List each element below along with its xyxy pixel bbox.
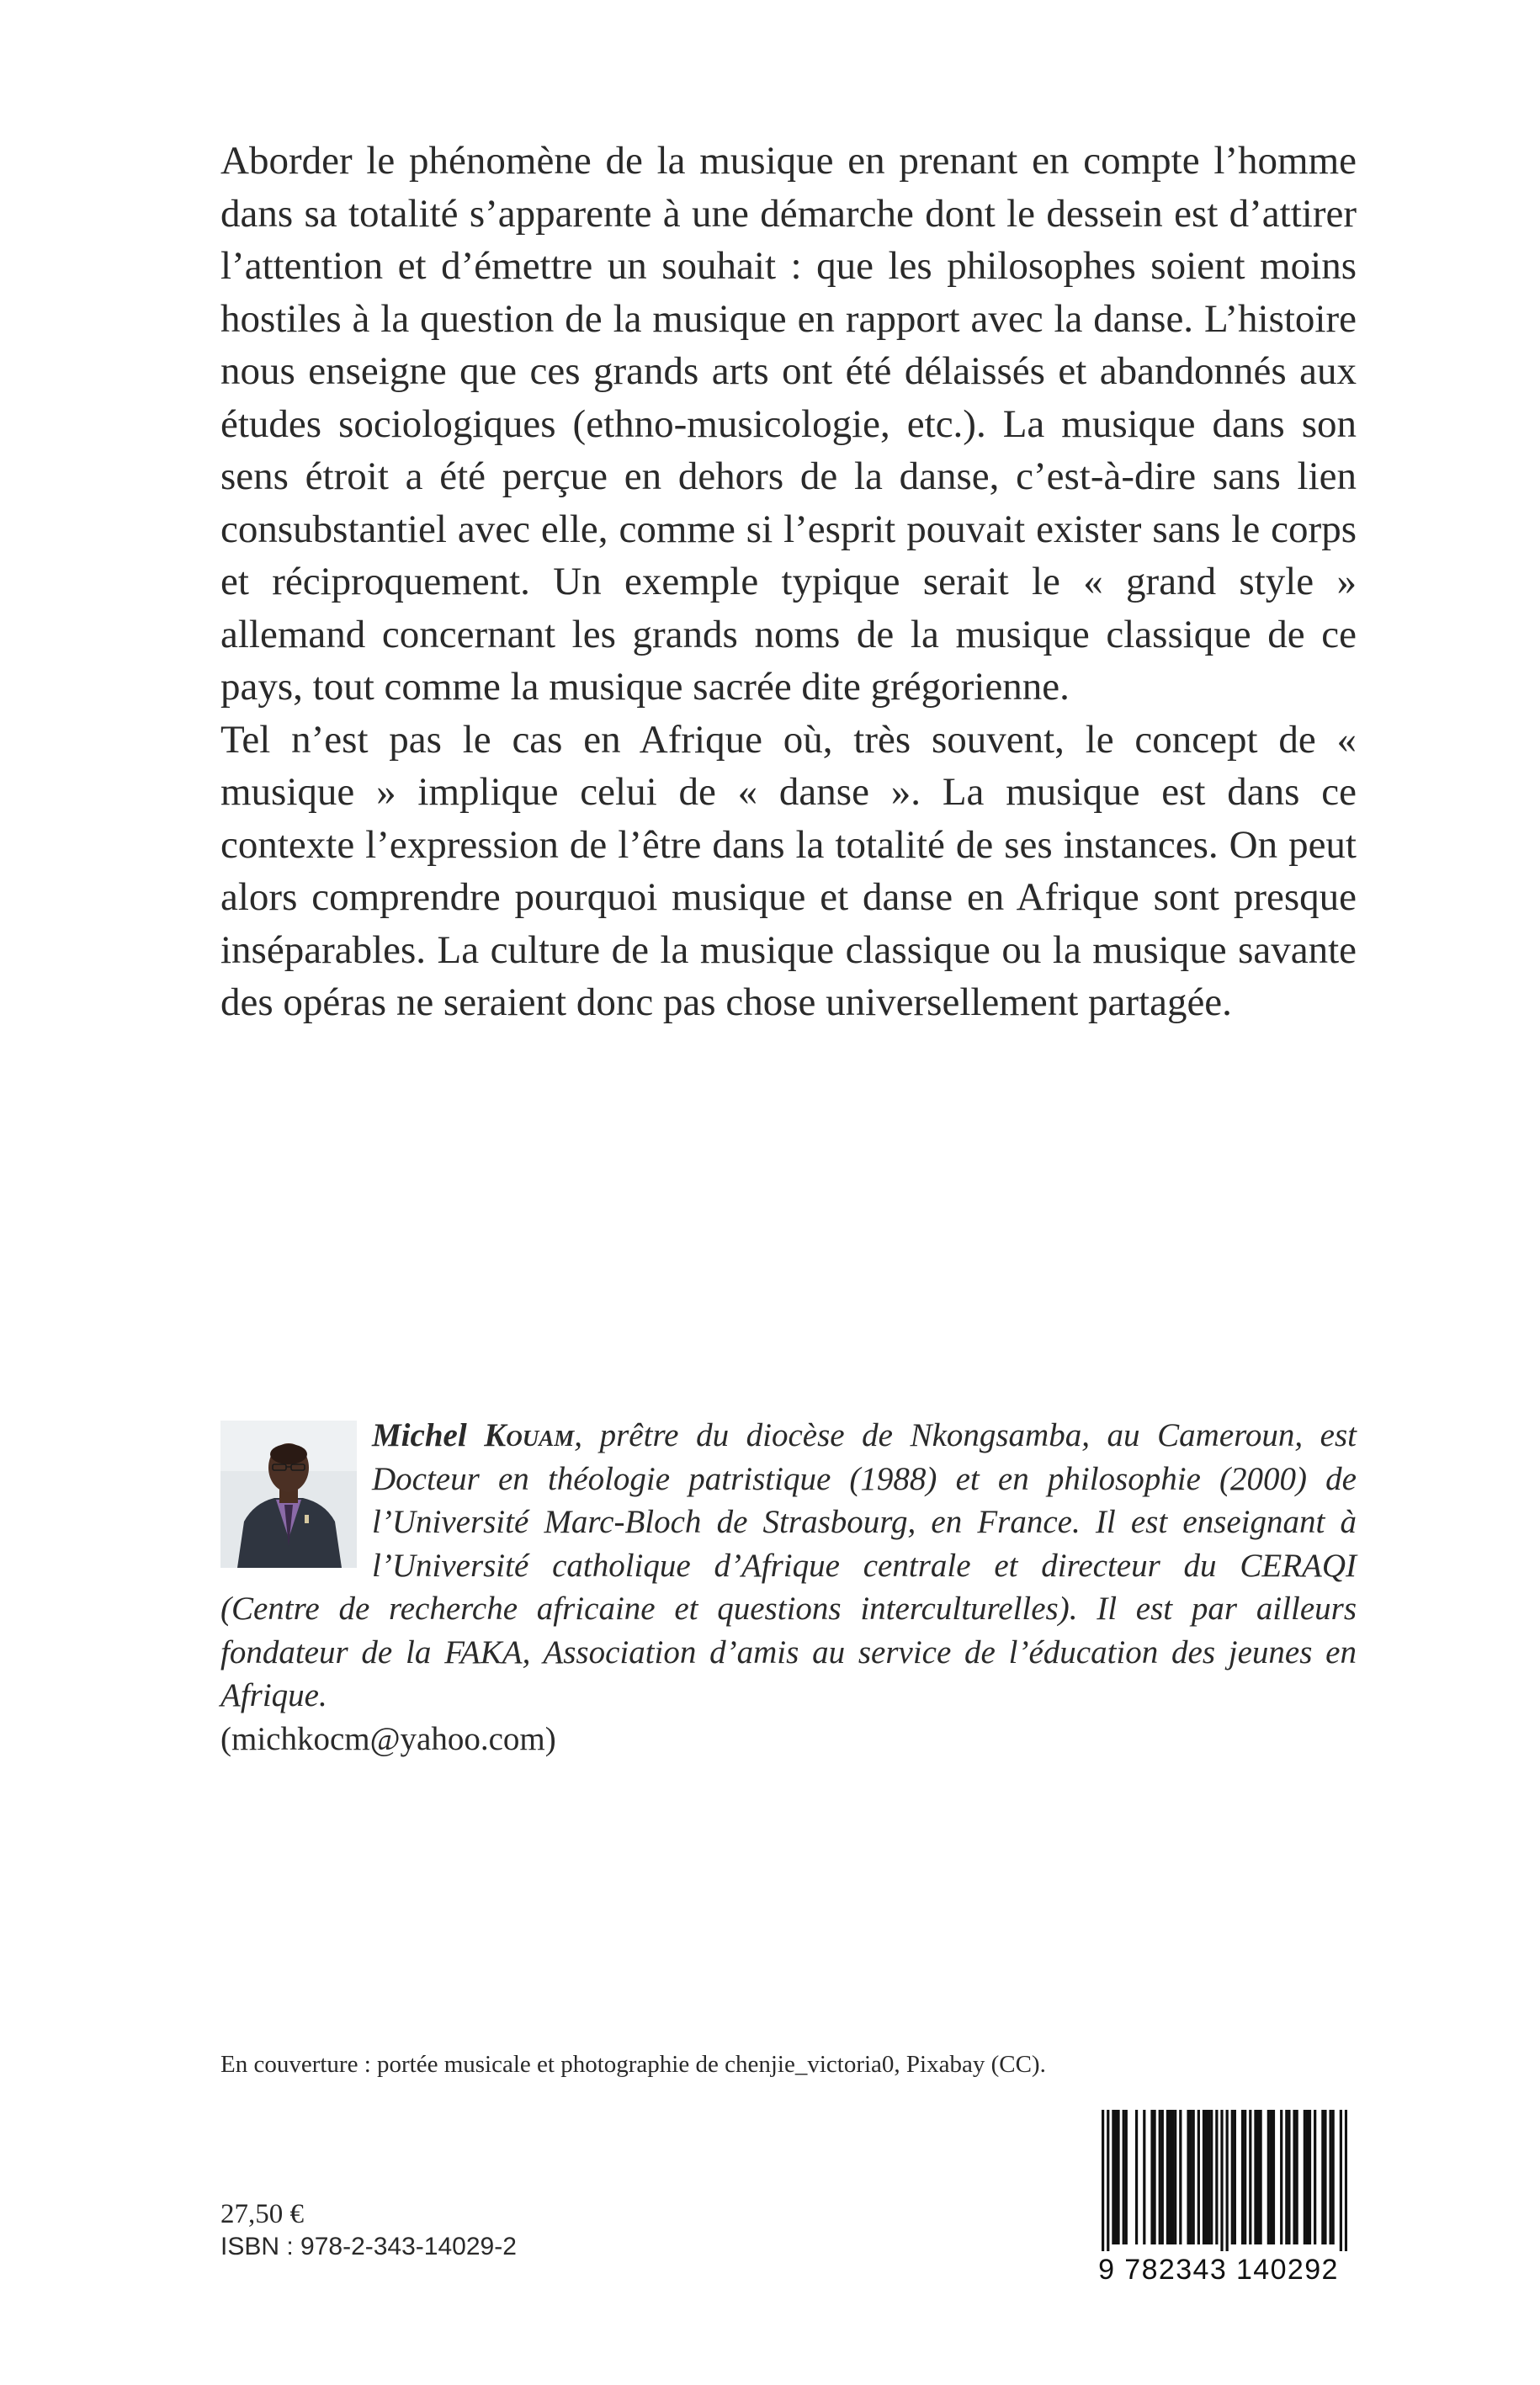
back-cover-blurb bbox=[220, 135, 1357, 1029]
barcode-bar bbox=[1285, 2110, 1288, 2244]
barcode-bar bbox=[1259, 2110, 1261, 2244]
author-bio-text: , prêtre du diocèse de Nkongsamba, au Cameroun, est Docteur en théologie patristique (1988) et en philosophie (2000) de l’Université Marc-Bloch de Strasbourg, en France. Il est enseignant à l’Université catholique d’Afrique centrale et directeur du CERAQI (Centre de recherche africaine et questions interculturelles). Il est par ailleurs fondateur de la FAKA, Association d’amis au service de l’éducation des jeunes en Afrique. bbox=[220, 1417, 1357, 1713]
barcode-bar bbox=[1280, 2110, 1282, 2244]
author-name bbox=[372, 1417, 574, 1453]
barcode-bar bbox=[1288, 2110, 1290, 2244]
barcode-bar bbox=[1135, 2110, 1138, 2244]
barcode-bar bbox=[1270, 2110, 1272, 2244]
author-portrait-image bbox=[220, 1421, 357, 1568]
barcode-bar bbox=[1112, 2110, 1114, 2244]
barcode-bar bbox=[1304, 2110, 1306, 2244]
barcode-bar bbox=[1187, 2110, 1189, 2244]
barcode-bar bbox=[1179, 2110, 1182, 2244]
barcode-bar bbox=[1203, 2110, 1205, 2244]
barcode-bar bbox=[1234, 2110, 1236, 2244]
barcode-bar bbox=[1332, 2110, 1335, 2244]
barcode-bars bbox=[1090, 2110, 1347, 2251]
barcode-bar bbox=[1267, 2110, 1270, 2244]
barcode-bar bbox=[1314, 2110, 1316, 2244]
barcode-bar bbox=[1174, 2110, 1176, 2244]
barcode-bar bbox=[1215, 2110, 1218, 2244]
isbn: ISBN : 978-2-343-14029-2 bbox=[220, 2233, 517, 2260]
barcode-bar bbox=[1345, 2110, 1347, 2251]
cover-credit: En couverture : portée musicale et photographie de chenjie_victoria0, Pixabay (CC). bbox=[220, 2051, 1046, 2078]
barcode-bar bbox=[1197, 2110, 1200, 2244]
barcode-bar bbox=[1226, 2110, 1229, 2251]
author-bio bbox=[220, 1414, 1357, 1718]
barcode-bar bbox=[1272, 2110, 1275, 2244]
author-email: (michkocm@yahoo.com) bbox=[220, 1720, 556, 1757]
barcode-bar bbox=[1321, 2110, 1324, 2244]
barcode-bar bbox=[1102, 2110, 1104, 2251]
barcode-bar bbox=[1117, 2110, 1119, 2244]
barcode-bar bbox=[1244, 2110, 1246, 2244]
barcode bbox=[1090, 2110, 1347, 2293]
barcode-bar bbox=[1123, 2110, 1125, 2244]
barcode-bar bbox=[1241, 2110, 1244, 2244]
price: 27,50 € bbox=[220, 2199, 304, 2229]
barcode-bar bbox=[1150, 2110, 1153, 2244]
barcode-bar bbox=[1107, 2110, 1109, 2251]
barcode-bar bbox=[1296, 2110, 1298, 2244]
barcode-bar bbox=[1306, 2110, 1309, 2244]
barcode-bar bbox=[1210, 2110, 1213, 2244]
blurb-paragraph-2: Tel n’est pas le cas en Afrique où, très souvent, le concept de « musique » implique celui de « danse ». La musique est dans ce contexte l’expression de l’être dans la totalité de ses instances. On peut alors comprendre pourquoi musique et danse en Afrique sont presque inséparables. La culture de la musique classique ou la musique savante des opéras ne seraient donc pas chose universellement partagée. bbox=[220, 717, 1357, 1024]
author-last-name: Kouam bbox=[484, 1417, 575, 1453]
barcode-bar bbox=[1153, 2110, 1155, 2244]
barcode-bar bbox=[1125, 2110, 1128, 2244]
barcode-bar bbox=[1208, 2110, 1210, 2244]
barcode-bar bbox=[1324, 2110, 1326, 2244]
barcode-bar bbox=[1169, 2110, 1171, 2244]
author-section bbox=[220, 1414, 1357, 1761]
barcode-digits: 9 782343 140292 bbox=[1098, 2254, 1339, 2286]
barcode-bar bbox=[1192, 2110, 1195, 2244]
barcode-bar bbox=[1249, 2110, 1251, 2244]
barcode-bar bbox=[1143, 2110, 1145, 2244]
blurb-paragraph-1: Aborder le phénomène de la musique en prenant en compte l’homme dans sa totalité s’apparente à une démarche dont le dessein est d’attirer l’attention et d’émettre un souhait : que les philosophes soient moins hostiles à la question de la musique en rapport avec la danse. L’histoire nous enseigne que ces grands arts ont été délaissés et abandonnés aux études sociologiques (ethno-musicologie, etc.). La musique dans son sens étroit a été perçue en dehors de la danse, c’est-à-dire sans lien consubstantiel avec elle, comme si l’esprit pouvait exister sans le corps et réciproquement. Un exemple typique serait le « grand style » allemand concernant les grands noms de la musique classique de ce pays, tout comme la musique sacrée dite grégorienne. bbox=[220, 139, 1357, 709]
barcode-bar bbox=[1340, 2110, 1342, 2251]
author-photo bbox=[220, 1421, 357, 1568]
barcode-bar bbox=[1161, 2110, 1164, 2244]
barcode-bar bbox=[1171, 2110, 1174, 2244]
barcode-bar bbox=[1256, 2110, 1259, 2244]
barcode-bar bbox=[1293, 2110, 1295, 2244]
barcode-bar bbox=[1114, 2110, 1117, 2244]
barcode-bar bbox=[1220, 2110, 1223, 2251]
barcode-bar bbox=[1205, 2110, 1208, 2244]
author-first-name: Michel bbox=[372, 1417, 467, 1453]
barcode-bar bbox=[1231, 2110, 1234, 2244]
barcode-bar bbox=[1190, 2110, 1192, 2244]
barcode-bar bbox=[1254, 2110, 1256, 2244]
barcode-bar bbox=[1329, 2110, 1331, 2244]
barcode-bar bbox=[1159, 2110, 1161, 2244]
barcode-bar bbox=[1166, 2110, 1169, 2244]
barcode-bar bbox=[1309, 2110, 1311, 2244]
